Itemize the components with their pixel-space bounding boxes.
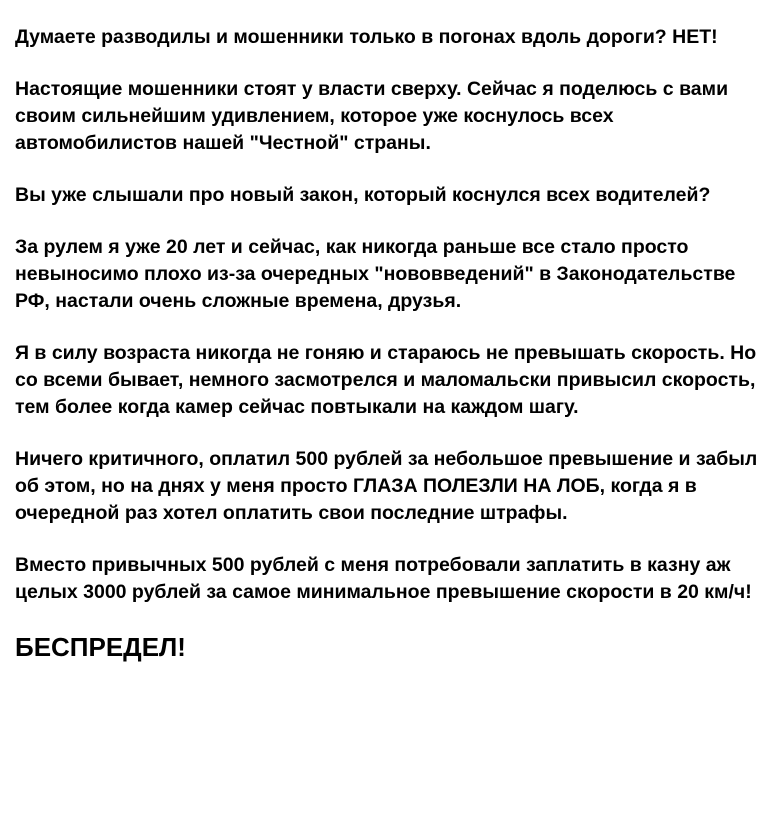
paragraph-new-law: Вы уже слышали про новый закон, который коснулся всех водителей? bbox=[15, 184, 711, 206]
paragraph-fine-paid: Ничего критичного, оплатил 500 рублей за небольшое превышение и забыл об этом, но на днях у меня просто ГЛАЗА ПОЛЕЗЛИ НА ЛОБ, когда я в очередной раз хотел оплатить свои последние штрафы. bbox=[15, 448, 758, 524]
closing-exclamation: БЕСПРЕДЕЛ! bbox=[15, 632, 186, 662]
paragraph-speeding: Я в силу возраста никогда не гоняю и стараюсь не превышать скорость. Но со всеми бывает, немного засмотрелся и маломальски привысил скорость, тем более когда камер сейчас повтыкали на каждом шагу. bbox=[15, 342, 757, 418]
article-body bbox=[15, 24, 770, 663]
paragraph-intro: Думаете разводилы и мошенники только в погонах вдоль дороги? НЕТ! bbox=[15, 26, 718, 48]
paragraph-fraudsters: Настоящие мошенники стоят у власти сверху. Сейчас я поделюсь с вами своим сильнейшим удивлением, которое уже коснулось всех автомобилистов нашей "Честной" страны. bbox=[15, 78, 729, 154]
paragraph-driving-experience: За рулем я уже 20 лет и сейчас, как никогда раньше все стало просто невыносимо плохо из-за очередных "нововведений" в Законодательстве РФ, настали очень сложные времена, друзья. bbox=[15, 236, 736, 312]
paragraph-new-fine: Вместо привычных 500 рублей с меня потребовали заплатить в казну аж целых 3000 рублей за самое минимальное превышение скорости в 20 км/ч! bbox=[15, 554, 752, 603]
